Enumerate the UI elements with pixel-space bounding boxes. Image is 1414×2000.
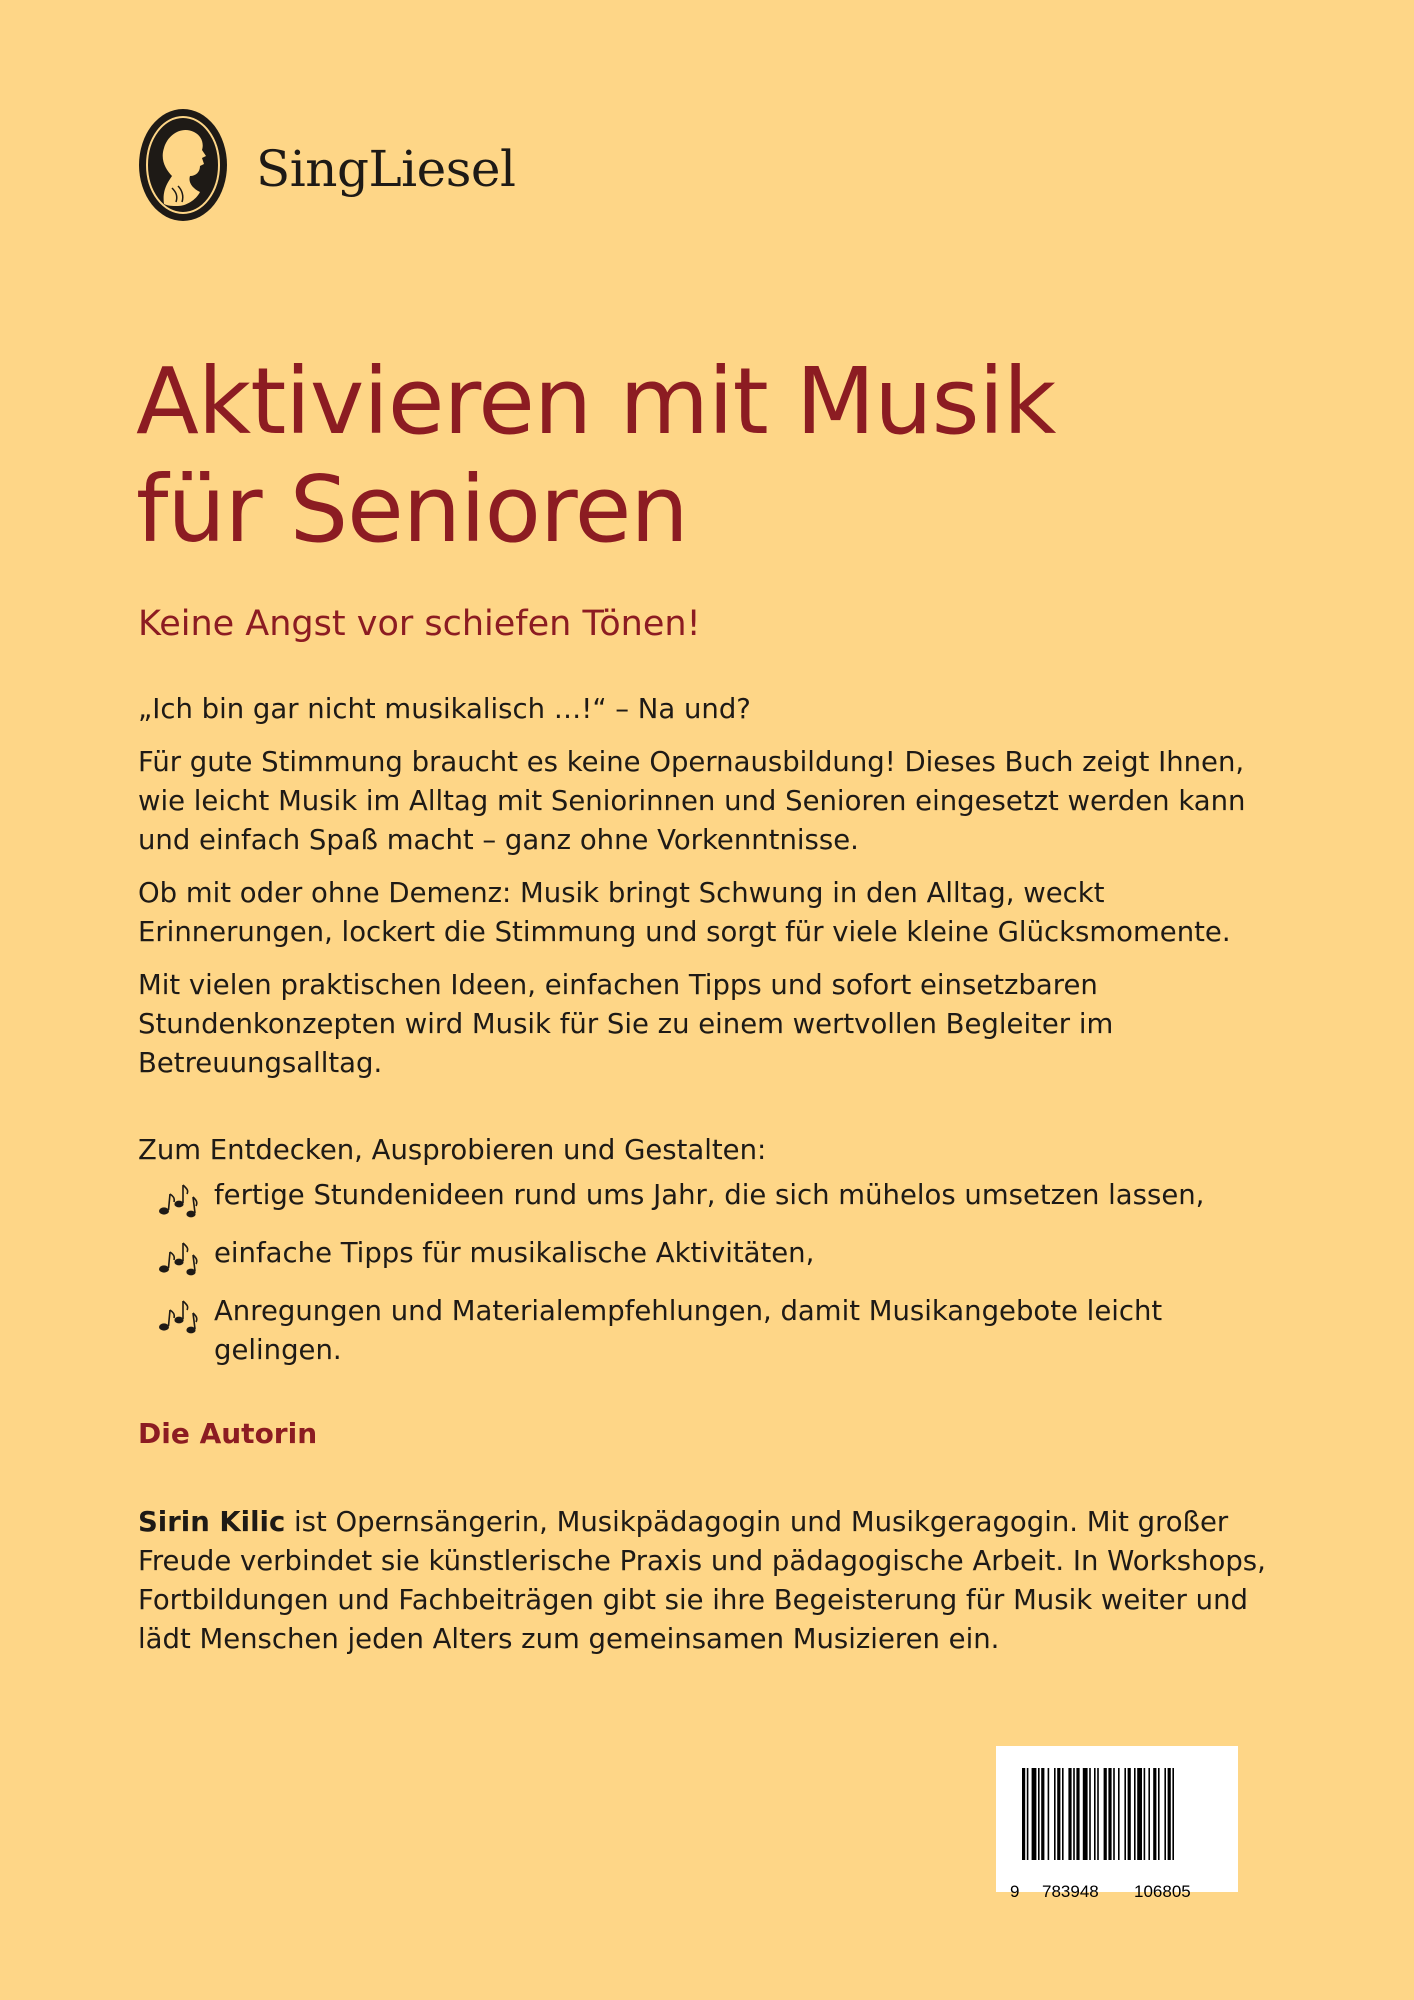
barcode-bar [1057, 1768, 1060, 1860]
author-name: Sirin Kilic [138, 1506, 286, 1538]
feature-item [138, 1292, 1288, 1370]
feature-list-intro: Zum Entdecken, Ausprobieren und Gestalten: [138, 1134, 767, 1166]
barcode-bar [1118, 1768, 1120, 1860]
author-bio-text: ist Opernsängerin, Musikpädagogin und Musikgeragogin. Mit großer Freude verbindet sie künstlerische Praxis und pädagogische Arbeit. In Workshops, Fortbildungen und Fachbeiträgen gibt sie ihre Begeisterung für Musik weiter und lädt Menschen jeden Alters zum gemeinsamen Musizieren ein. [138, 1506, 1266, 1655]
barcode-bar [1148, 1768, 1150, 1860]
author-heading: Die Autorin [138, 1417, 318, 1450]
barcode-bar [1076, 1768, 1079, 1860]
barcode-digit-first: 9 [1010, 1882, 1020, 1901]
barcode-bar [1054, 1768, 1056, 1860]
feature-list [138, 1176, 1288, 1370]
barcode-bar [1041, 1768, 1044, 1860]
barcode-bar [1128, 1768, 1131, 1860]
barcode-bar [1062, 1768, 1064, 1860]
barcode-bar [1144, 1768, 1146, 1860]
barcode-bar [1108, 1768, 1111, 1860]
barcode-bar [1168, 1768, 1171, 1860]
barcode-bar [1089, 1768, 1091, 1860]
feature-text: einfache Tipps für musikalische Aktivitäten, [214, 1237, 815, 1269]
blurb-paragraph: Ob mit oder ohne Demenz: Musik bringt Schwung in den Alltag, weckt Erinnerungen, lockert die Stimmung und sorgt für viele kleine Glücksmomente. [138, 877, 1231, 948]
barcode-bar [1038, 1768, 1040, 1860]
singliesel-cameo-icon [138, 108, 228, 222]
title-line-2: für Senioren [136, 456, 688, 563]
barcode-bar [1094, 1768, 1096, 1860]
feature-text: fertige Stundenideen rund ums Jahr, die sich mühelos umsetzen lassen, [214, 1179, 1205, 1211]
book-subtitle: Keine Angst vor schiefen Tönen! [138, 604, 701, 644]
brand-name: SingLiesel [256, 140, 516, 198]
barcode-bar [1097, 1768, 1099, 1860]
title-line-1: Aktivieren mit Musik [136, 348, 1056, 455]
blurb-quote: „Ich bin gar nicht musikalisch …!“ – Na und? [138, 693, 751, 725]
barcode-bar [1048, 1768, 1050, 1860]
barcode-bar [1113, 1768, 1115, 1860]
barcode-bar [1022, 1768, 1025, 1860]
barcode-bar [1104, 1768, 1107, 1860]
feature-text: Anregungen und Materialempfehlungen, damit Musikangebote leicht gelingen. [214, 1295, 1163, 1366]
barcode-bar [1164, 1768, 1166, 1860]
barcode-bar [1032, 1768, 1037, 1860]
barcode-digits-right: 106805 [1134, 1882, 1191, 1901]
music-notes-icon [148, 1234, 208, 1278]
barcode-bar [1083, 1768, 1088, 1860]
barcode-bar [1027, 1768, 1029, 1860]
author-bio [138, 1503, 1288, 1659]
barcode-bar [1124, 1768, 1126, 1860]
barcode-bar [1158, 1768, 1160, 1860]
music-notes-icon [148, 1292, 208, 1336]
isbn-barcode [996, 1746, 1238, 1901]
blurb-paragraph: Für gute Stimmung braucht es keine Opernausbildung! Dieses Buch zeigt Ihnen, wie leicht Musik im Alltag mit Seniorinnen und Senioren eingesetzt werden kann und einfach Spaß macht – ganz ohne Vorkenntnisse. [138, 746, 1246, 856]
barcode-bar [1068, 1768, 1071, 1860]
feature-item [138, 1234, 1288, 1278]
music-notes-icon [148, 1176, 208, 1220]
barcode-bar [1153, 1768, 1156, 1860]
publisher-logo [138, 108, 515, 222]
blurb-paragraph: Mit vielen praktischen Ideen, einfachen Tipps und sofort einsetzbaren Stundenkonzepten wird Musik für Sie zu einem wertvollen Begleiter im Betreuungsalltag. [138, 969, 1114, 1079]
barcode-bar [1073, 1768, 1075, 1860]
barcode-bar [1134, 1768, 1136, 1860]
feature-item [138, 1176, 1288, 1220]
blurb [138, 690, 1288, 1384]
barcode-bars [996, 1746, 1238, 1892]
book-title [136, 348, 1055, 564]
barcode-digits-left: 783948 [1042, 1882, 1099, 1901]
barcode-bar [1137, 1768, 1142, 1860]
barcode-bar [1172, 1768, 1174, 1860]
